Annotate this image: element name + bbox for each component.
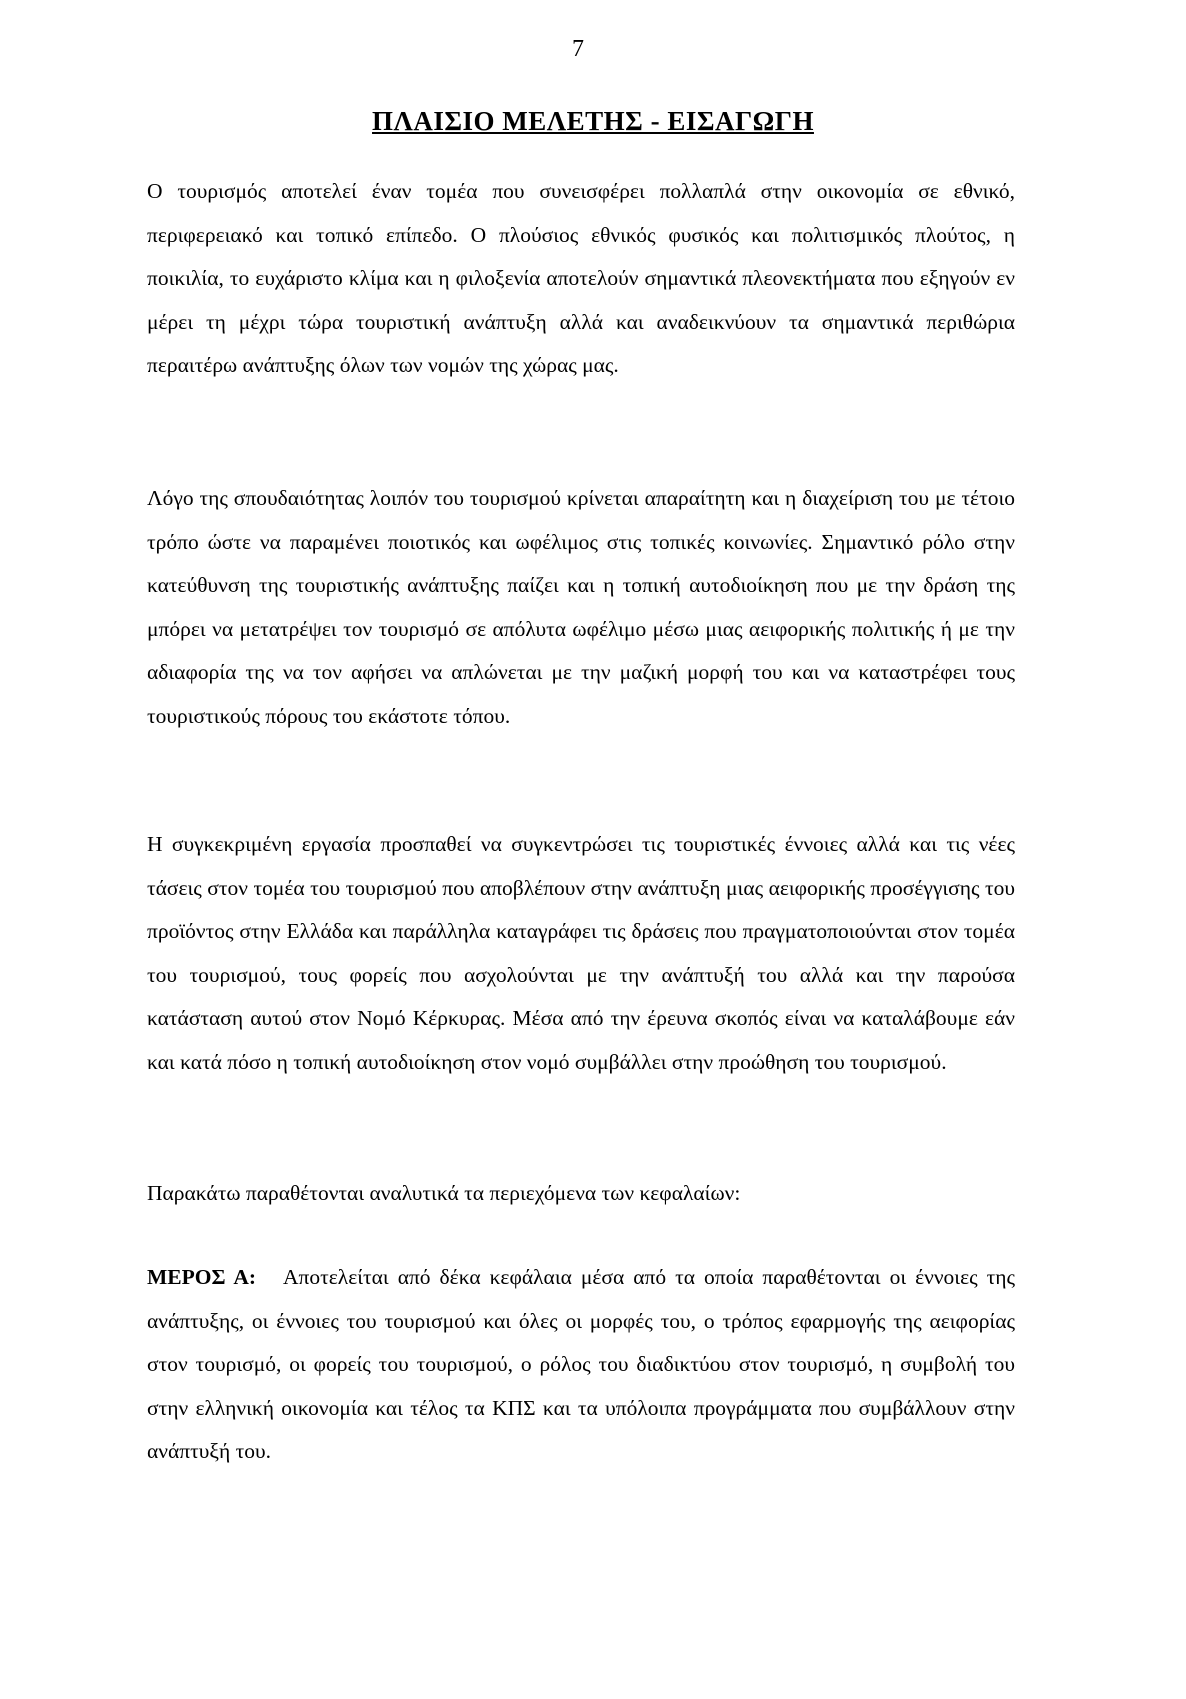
page-number: 7 [572, 36, 584, 62]
section-title: ΠΛΑΙΣΙΟ ΜΕΛΕΤΗΣ - ΕΙΣΑΓΩΓΗ [372, 106, 814, 136]
paragraph-management: Λόγο της σπουδαιότητας λοιπόν του τουρισμού κρίνεται απαραίτητη και η διαχείριση του με τέτοιο τρόπο ώστε να παραμένει ποιοτικός και ωφέλιμος στις τοπικές κοινωνίες. Σημαντικό ρόλο στην κατεύθυνση της τουριστικής ανάπτυξης παίζει και η τοπική αυτοδιοίκηση που με την δράση της μπόρει να μετατρέψει τον τουρισμό σε απόλυτα ωφέλιμο μέσω μιας αειφορικής πολιτικής ή με την αδιαφορία της να τον αφήσει να απλώνεται με την μαζική μορφή του και να καταστρέφει τους τουριστικούς πόρους του εκάστοτε τόπου. [147, 486, 1015, 728]
paragraph-intro: Ο τουρισμός αποτελεί έναν τομέα που συνεισφέρει πολλαπλά στην οικονομία σε εθνικό, περιφερειακό και τοπικό επίπεδο. Ο πλούσιος εθνικός φυσικός και πολιτισμικός πλούτος, η ποικιλία, το ευχάριστο κλίμα και η φιλοξενία αποτελούν σημαντικά πλεονεκτήματα που εξηγούν εν μέρει τη μέχρι τώρα τουριστική ανάπτυξη αλλά και αναδεικνύουν τα σημαντικά περιθώρια περαιτέρω ανάπτυξης όλων των νομών της χώρας μας. [147, 179, 1015, 377]
paragraph-part-a [147, 1256, 1015, 1474]
paragraph-study-aim: Η συγκεκριμένη εργασία προσπαθεί να συγκεντρώσει τις τουριστικές έννοιες αλλά και τις νέες τάσεις στον τομέα του τουρισμού που αποβλέπουν στην ανάπτυξη μιας αειφορικής προσέγγισης του προϊόντος στην Ελλάδα και παράλληλα καταγράφει τις δράσεις που πραγματοποιούνται στον τομέα του τουρισμού, τους φορείς που ασχολούνται με την ανάπτυξή του αλλά και την παρούσα κατάσταση αυτού στον Νομό Κέρκυρας. Μέσα από την έρευνα σκοπός είναι να καταλάβουμε εάν και κατά πόσο η τοπική αυτοδιοίκηση στον νομό συμβάλλει στην προώθηση του τουρισμού. [147, 832, 1015, 1074]
part-a-label: ΜΕΡΟΣ Α: [147, 1265, 257, 1289]
part-a-text: Αποτελείται από δέκα κεφάλαια μέσα από τα οποία παραθέτονται οι έννοιες της ανάπτυξης, οι έννοιες του τουρισμού και όλες οι μορφές του, ο τρόπος εφαρμογής της αειφορίας στον τουρισμό, οι φορείς του τουρισμού, ο ρόλος του διαδικτύου στον τουρισμό, η συμβολή του στην ελληνική οικονομία και τέλος τα ΚΠΣ και τα υπόλοιπα προγράμματα που συμβάλλουν στην ανάπτυξή του. [147, 1265, 1016, 1463]
paragraph-contents-intro: Παρακάτω παραθέτονται αναλυτικά τα περιεχόμενα των κεφαλαίων: [147, 1181, 741, 1205]
